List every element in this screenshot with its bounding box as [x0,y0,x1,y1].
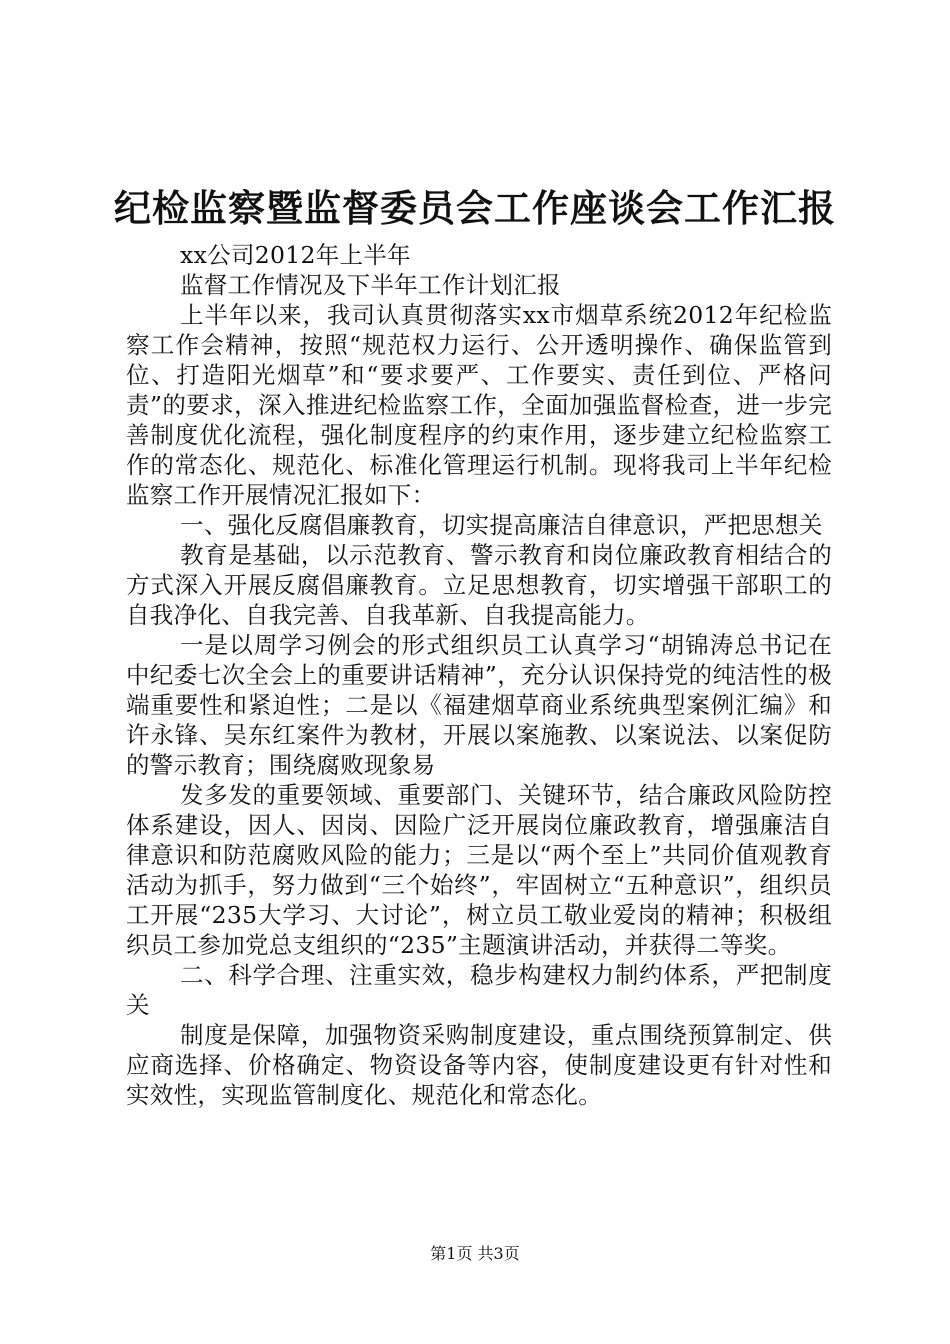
page-number-footer: 第1页 共3页 [430,1244,520,1263]
document-title: 纪检监察暨监督委员会工作座谈会工作汇报 [114,186,836,230]
intro-paragraph: 上半年以来，我司认真贯彻落实xx市烟草系统2012年纪检监察工作会精神，按照“规范权力运行、公开透明操作、确保监管到位、打造阳光烟草”和“要求要严、工作要实、责任到位、严格问责”的要求，深入推进纪检监察工作，全面加强监督检查，进一步完善制度优化流程，强化制度程序的约束作用，逐步建立纪检监察工作的常态化、规范化、标准化管理运行机制。现将我司上半年纪检监察工作开展情况汇报如下： [126,301,832,509]
document-body [126,240,832,1110]
section-heading-1: 一、强化反腐倡廉教育，切实提高廉洁自律意识，严把思想关 [180,511,823,539]
section-heading-2: 二、科学合理、注重实效，稳步构建权力制约体系，严把制度关 [126,961,832,1019]
education-paragraph: 教育是基础，以示范教育、警示教育和岗位廉政教育相结合的方式深入开展反腐倡廉教育。立足思想教育，切实增强干部职工的自我净化、自我完善、自我革新、自我提高能力。 [126,541,832,629]
company-period-line: xx公司2012年上半年 [180,241,411,269]
system-paragraph: 制度是保障，加强物资采购制度建设，重点围绕预算制定、供应商选择、价格确定、物资设备等内容，使制度建设更有针对性和实效性，实现监管制度化、规范化和常态化。 [126,1021,832,1109]
study-paragraph: 一是以周学习例会的形式组织员工认真学习“胡锦涛总书记在中纪委七次全会上的重要讲话精神”，充分认识保持党的纯洁性的极端重要性和紧迫性；二是以《福建烟草商业系统典型案例汇编》和许永锋、吴东红案件为教材，开展以案施教、以案说法、以案促防的警示教育；围绕腐败现象易 [126,631,832,779]
risk-education-paragraph: 发多发的重要领域、重要部门、关键环节，结合廉政风险防控体系建设，因人、因岗、因险广泛开展岗位廉政教育，增强廉洁自律意识和防范腐败风险的能力；三是以“两个至上”共同价值观教育活动为抓手，努力做到“三个始终”，牢固树立“五种意识”，组织员工开展“235大学习、大讨论”，树立员工敬业爱岗的精神；积极组织员工参加党总支组织的“235”主题演讲活动，并获得二等奖。 [126,781,832,959]
report-subtitle-line: 监督工作情况及下半年工作计划汇报 [180,271,561,299]
